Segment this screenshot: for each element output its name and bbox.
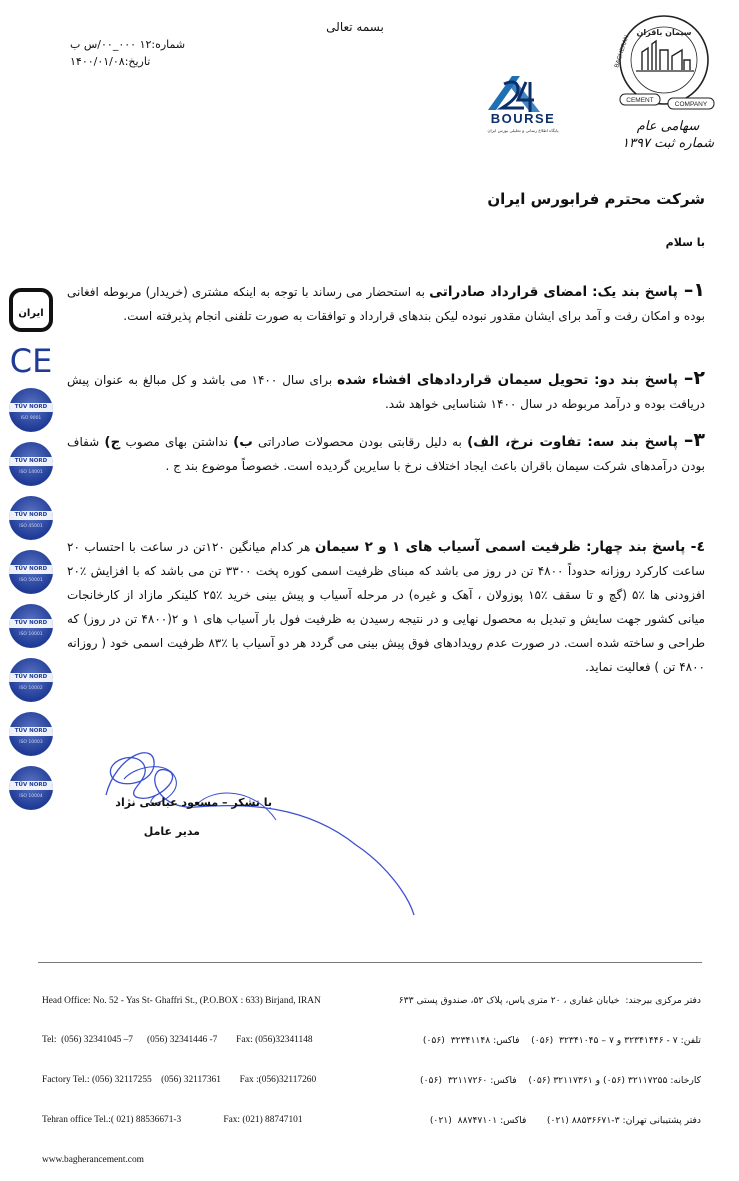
footer-divider — [38, 962, 702, 963]
company-seal — [606, 10, 724, 122]
certificate-standard: ISO 10004 — [19, 794, 43, 799]
footer-website-link[interactable]: www.bagherancement.com — [42, 1155, 144, 1166]
seal-registration-line1: سهامی عام — [636, 119, 700, 134]
bourse-logo-subtitle: پایگاه اطلاع رسانی و تحلیلی بورس ایران — [487, 128, 559, 133]
letter-number: شماره:۱۲ ۰۰۰_۰۰/س ب — [70, 38, 186, 51]
item-body: نداشتن بهای مصوب — [120, 435, 234, 449]
footer-fa-line: کارخانه: ۳۲۱۱۷۲۵۵ (۰۵۶) و ۳۲۱۱۷۳۶۱ (۰۵۶) فاکس: ۳۲۱۱۷۲۶۰ (۰۵۶) — [420, 1075, 701, 1087]
bourse-logo-text: BOURSE — [490, 111, 556, 126]
certificate-label: TÜV NORD — [14, 782, 48, 788]
signatory-title: مدیر عامل — [143, 825, 200, 838]
footer-fa-line: دفتر مرکزی بیرجند: خیابان غفاری ، ۲۰ متری یاس، پلاک ۵۲، صندوق پستی ۶۳۳ — [398, 994, 701, 1006]
iso-certificate-badge — [9, 550, 53, 594]
footer-contact-en — [42, 968, 321, 1181]
seal-cement-text: CEMENT — [626, 97, 654, 104]
certification-logos — [6, 288, 56, 820]
item-body: شفاف بودن درآمدهای شرکت سیمان باقران باعث ایجاد اختلاف نرخ با سایرین گردیده است. خصوصاً موضوع بند ج . — [67, 435, 705, 473]
iso-certificate-badge — [9, 388, 53, 432]
certificate-standard: ISO 9001 — [20, 416, 42, 421]
footer-en-line: Factory Tel.: (056) 32117255 (056) 32117361 Fax :(056)32117260 — [42, 1075, 317, 1086]
isiri-logo-text: ایران — [18, 308, 44, 319]
certificate-label: TÜV NORD — [14, 566, 48, 572]
response-item-1 — [67, 278, 705, 328]
item-subpoint-b: ب) — [233, 434, 253, 450]
iso-certificate-badge — [9, 604, 53, 648]
item-body: به دلیل رقابتی بودن محصولات صادراتی — [252, 435, 468, 449]
footer-en-line: Tehran office Tel.:( 021) 88536671-3 Fax: (021) 88747101 — [42, 1115, 303, 1126]
iso-certificate-badge — [9, 442, 53, 486]
certificate-label: TÜV NORD — [14, 458, 48, 464]
certificate-standard: ISO 10002 — [19, 686, 43, 691]
item-heading: پاسخ بند دو: تحویل سیمان قراردادهای افشاء شده — [337, 372, 678, 388]
greeting-line: با سلام — [665, 236, 705, 249]
seal-top-text: سیمان باقران — [636, 28, 692, 37]
response-item-2 — [67, 366, 705, 416]
certificate-label: TÜV NORD — [14, 404, 48, 410]
certificate-label: TÜV NORD — [14, 674, 48, 680]
certificate-standard: ISO 50001 — [19, 578, 43, 583]
item-heading: پاسخ بند چهار: ظرفیت اسمی آسیاب های ۱ و ۲ سیمان — [314, 539, 691, 555]
certificate-label: TÜV NORD — [14, 512, 48, 518]
footer-contact-fa — [399, 967, 701, 1141]
certificate-standard: ISO 45001 — [19, 524, 43, 529]
response-item-4 — [67, 535, 705, 679]
footer-en-line: Head Office: No. 52 - Yas St- Ghaffri St., (P.O.BOX : 633) Birjand, IRAN — [42, 995, 321, 1006]
item-body: هر کدام میانگین ۱۲۰تن در ساعت با احتساب ۲۰ ساعت کارکرد روزانه حدوداً ۴۸۰۰ تن در روز می باشد که مبنای ظرفیت اسمی کوره پخت ۳۳۰۰ تن می باشد که با افزایش ٪۲۰ افزودنی ها ٪۵ (گچ و تا سقف ٪۱۵ پوزولان ، آهک و غیره) در مرحله آسیاب و پیش بینی خرید ٪۲۵ کلینکر مازاد از کارخانجات میانی کشور جهت سایش و تبدیل به محصول نهایی و در نتیجه رسیدن به ظرفیت فول بار آسیاب های ۱ و ۲(۴۸۰۰ تن در روز) که طراحی و ساخته شده است. در صورت عدم رویدادهای فوق پیش بینی می گردد هر دو آسیاب با ٪۸۳ ظرفیت اسمی خود ( روزانه ۴۸۰۰ تن ) فعالیت نماید. — [67, 540, 706, 674]
seal-registration-line2: شماره ثبت ۱۳۹۷ — [622, 136, 714, 151]
item-subpoint-c: ج) — [104, 434, 121, 450]
certificate-label: TÜV NORD — [14, 620, 48, 626]
seal-registration — [612, 118, 724, 152]
certificate-label: TÜV NORD — [14, 728, 48, 734]
iso-certificate-badge — [9, 658, 53, 702]
iso-certificate-badge — [9, 766, 53, 810]
iso-certificate-badge — [9, 712, 53, 756]
letter-reference — [70, 36, 185, 70]
letter-date: تاریخ:۱۴۰۰/۰۱/۰۸ — [70, 55, 151, 68]
footer-fa-line: دفتر پشتیبانی تهران: ۳-۸۸۵۳۶۶۷۱ (۰۲۱) فاکس: ۸۸۷۴۷۱۰۱ (۰۲۱) — [429, 1115, 701, 1127]
item-number: ۲– — [683, 367, 705, 389]
footer-fa-line: تلفن: ۷ - ۳۲۳۴۱۴۴۶ و ۷ – ۳۲۳۴۱۰۴۵ (۰۵۶) فاکس: ۳۲۳۴۱۱۴۸ (۰۵۶) — [422, 1035, 701, 1047]
isiri-standard-logo — [9, 288, 53, 332]
certificate-standard: ISO 10003 — [19, 740, 43, 745]
response-item-3 — [67, 428, 705, 478]
item-heading: پاسخ بند یک: امضای قرارداد صادراتی — [429, 284, 678, 300]
iso-certificate-list — [6, 388, 56, 810]
seal-company-text: COMPANY — [674, 101, 708, 108]
recipient-line: شرکت محترم فرابورس ایران — [487, 190, 705, 208]
bourse-logo — [468, 74, 578, 136]
ce-mark-logo: CE — [9, 342, 53, 380]
item-number: ۳– — [683, 429, 706, 451]
item-body: به استحضار می رساند با توجه به اینکه مشتری (خریدار) مربوطه افغانی بوده و امکان رفت و آمد برای ایشان مقدور نبوده لیکن بندهای قرارداد و توافقات به صورت تلفنی انجام پذیرفته است. — [67, 285, 705, 323]
certificate-standard: ISO 14001 — [19, 470, 43, 475]
item-body: برای سال ۱۴۰۰ می باشد و کل مبالغ به عنوان پیش دریافت بوده و درآمد مربوطه در سال ۱۴۰۰ شناسایی خواهد شد. — [67, 373, 705, 411]
footer-en-line: Tel: (056) 32341045 –7 (056) 32341446 -7 Fax: (056)32341148 — [42, 1035, 313, 1046]
item-heading: پاسخ بند سه: تفاوت نرخ، الف) — [467, 434, 678, 450]
signatory-name: با تشکر – مسعود عباسی نژاد — [115, 796, 272, 809]
iso-certificate-badge — [9, 496, 53, 540]
item-number: ۱– — [683, 279, 705, 301]
certificate-standard: ISO 10001 — [19, 632, 43, 637]
bismillah-heading: بسمه تعالی — [326, 20, 384, 34]
seal-side-text: BAGHERAN — [614, 34, 631, 69]
item-number: ٤- — [690, 539, 705, 555]
